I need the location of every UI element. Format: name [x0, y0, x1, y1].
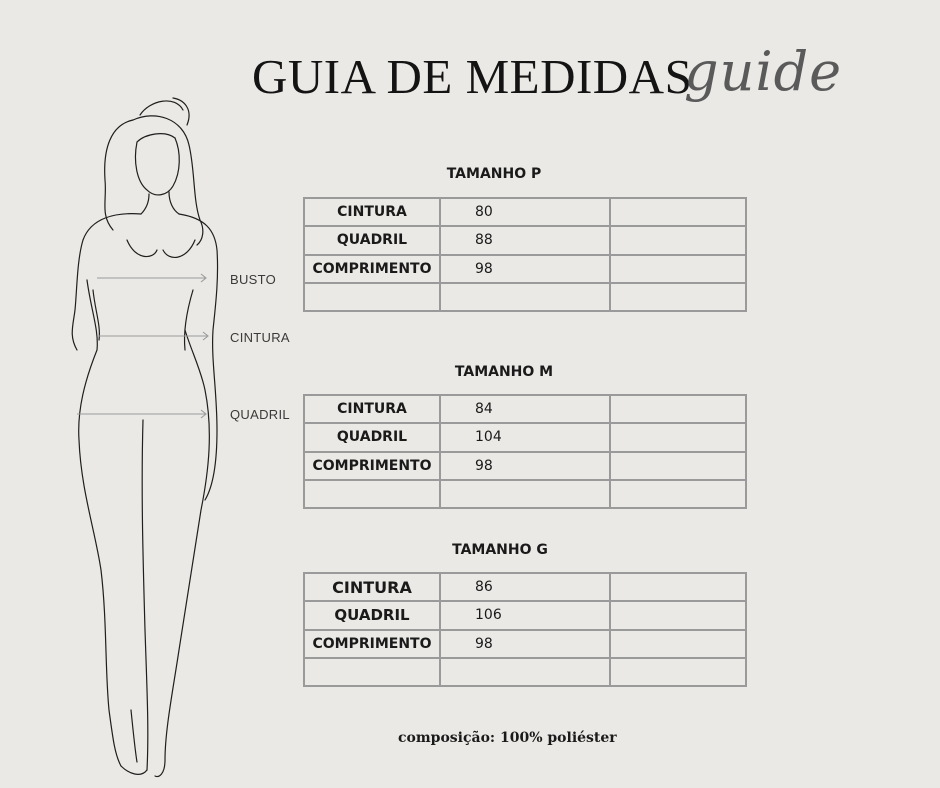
row-value: 98	[440, 255, 610, 283]
row-value: 80	[440, 198, 610, 226]
size-m-table	[303, 394, 747, 509]
row-value: 106	[440, 601, 610, 629]
empty-cell	[610, 198, 746, 226]
table-row	[304, 630, 746, 658]
table-row	[304, 198, 746, 226]
empty-cell	[610, 423, 746, 451]
empty-cell	[304, 283, 440, 311]
table-row	[304, 480, 746, 508]
table-row	[304, 423, 746, 451]
label-cintura: CINTURA	[230, 330, 290, 345]
empty-cell	[610, 658, 746, 686]
row-label: QUADRIL	[304, 226, 440, 254]
size-g-table	[303, 572, 747, 687]
row-label: COMPRIMENTO	[304, 452, 440, 480]
brand-script: guide	[684, 40, 843, 103]
empty-cell	[304, 658, 440, 686]
table-row	[304, 283, 746, 311]
empty-cell	[610, 630, 746, 658]
table-row	[304, 658, 746, 686]
label-quadril: QUADRIL	[230, 407, 290, 422]
row-label: COMPRIMENTO	[304, 255, 440, 283]
row-label: QUADRIL	[304, 423, 440, 451]
empty-cell	[440, 658, 610, 686]
table-row	[304, 226, 746, 254]
row-value: 98	[440, 630, 610, 658]
row-label: CINTURA	[304, 573, 440, 601]
size-p-table	[303, 197, 747, 312]
page-title: GUIA DE MEDIDAS	[252, 49, 693, 104]
row-value: 86	[440, 573, 610, 601]
empty-cell	[610, 601, 746, 629]
empty-cell	[610, 480, 746, 508]
table-row	[304, 573, 746, 601]
composition-note: composição: 100% poliéster	[398, 730, 617, 746]
row-value: 84	[440, 395, 610, 423]
size-g-title: TAMANHO G	[452, 542, 548, 558]
row-label: QUADRIL	[304, 601, 440, 629]
empty-cell	[610, 452, 746, 480]
row-value: 88	[440, 226, 610, 254]
empty-cell	[610, 573, 746, 601]
empty-cell	[440, 480, 610, 508]
table-row	[304, 395, 746, 423]
empty-cell	[610, 283, 746, 311]
label-busto: BUSTO	[230, 272, 277, 287]
empty-cell	[440, 283, 610, 311]
size-m-title: TAMANHO M	[454, 364, 554, 380]
row-label: CINTURA	[304, 198, 440, 226]
row-value: 104	[440, 423, 610, 451]
row-value: 98	[440, 452, 610, 480]
empty-cell	[610, 226, 746, 254]
empty-cell	[610, 395, 746, 423]
table-row	[304, 452, 746, 480]
size-p-title: TAMANHO P	[446, 166, 542, 182]
empty-cell	[610, 255, 746, 283]
empty-cell	[304, 480, 440, 508]
table-row	[304, 601, 746, 629]
body-figure-illustration	[55, 90, 225, 780]
row-label: CINTURA	[304, 395, 440, 423]
table-row	[304, 255, 746, 283]
row-label: COMPRIMENTO	[304, 630, 440, 658]
